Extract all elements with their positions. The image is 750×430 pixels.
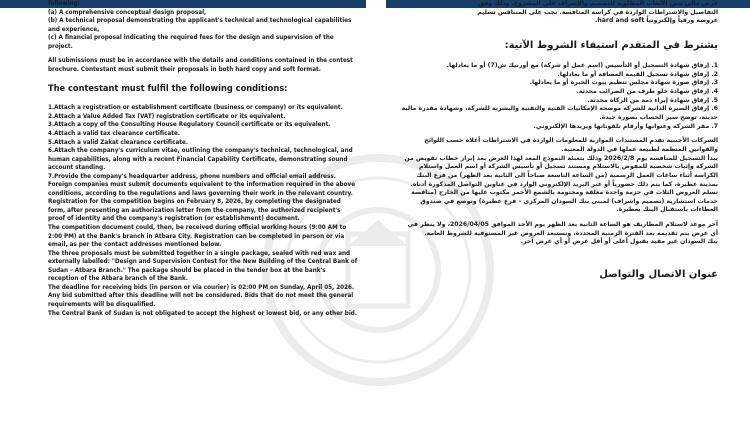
condition-item: 1.Attach a registration or establishment certificate (business or company) or its equivalent. [48,104,343,112]
proposal-item: (c) A financial proposal indicating the required fees for the design and supervision of the project. [48,34,334,50]
arabic-registration-paragraph: يبدأ التسجيل للمنافسة يوم 2026/2/8 وذلك بتعبئة النموذج المعد لهذا الغرض بعد إبراز خطاب تفويض من الشركة وإثبات شخصية للمفوض بالاستلام ومستند تسجيل أو تأسيس الشركة أو اسم العمل واستلام الكراسة أثناء ساعات العمل الرسمية (من الساعة التاسعة صباحاً الى الثانية بعد الظهر) من فرع البنك بمدينة عطبرة، كما يتم ذلك حضورياً أو عبر البريد الإلكتروني الوارد في عناوين التواصل المذكورة أدناه. [404,154,718,188]
arabic-condition-item: 2. إرفاق شهادة تسجيل القيمة المضافة أو ما يعادلها. [557,70,718,78]
document-receipt-paragraph: The competition document could, then, be received during official working hours (9:00 AM to 2:00 PM) at the Bank's branch in Atbara City. Registration can be completed in person or via email, as per the contact addresses mentioned below. [48,224,347,249]
intro-line: following: [48,0,80,7]
disclaimer-paragraph: The Central Bank of Sudan is not obligated to accept the highest or lowest bid, or any other bid. [48,309,358,317]
condition-item: 3.Attach a copy of the Consulting House Regulatory Council certificate or its equivalent. [48,121,331,129]
condition-item: 4.Attach a valid tax clearance certificate. [48,130,180,138]
arabic-condition-item: 6. إرفاق السيرة الذاتية للشركة موضحة الإمكانيات الفنية والتقنية والبشرية للشركة، وشهادة مقدرة مالية حديثة، توضح سير الحساب بصورة جيدة. [401,105,718,121]
arabic-top-line: عروضه ورقياً وإلكترونياً hard and soft. [594,17,718,25]
arabic-condition-item: 7. مقر الشركة وعنوانها وأرقام تلفوناتها وبريدها الإلكتروني. [533,122,718,130]
condition-item: 7.Provide the company's headquarter address, phone numbers and official email address. [48,172,336,180]
contact-heading: عنوان الاتصال والتواصل [599,269,718,281]
arabic-top-line: التفاصيل والاشتراطات الواردة في كراسة المنافسة. يجب على المتنافس تسليم [477,8,718,16]
submission-note: All submissions must be in accordance with the details and conditions contained in the contest brochure. Contestant must submit their proposals in both hard copy and soft format. [48,57,353,73]
condition-item: 5.Attach a valid Zakat clearance certificate. [48,138,189,146]
arabic-top-line: عرض مالي يبين الأتعاب المطلوبة للتصميم والإشراف على المشروع. وذلك وفق [478,0,718,7]
deadline-paragraph: The deadline for receiving bids (in person or via courier) is 02:00 PM on Sunday, April 05, 2026. Any bid submitted after this deadline will not be considered. Bids that do not meet the general requirements will be disqualified. [48,283,355,308]
arabic-deadline-paragraph: آخر موعد لاستلام المطاريف هو الساعة الثانية بعد الظهر يوم الأحد الموافق 2026/04/05، ولا ينظر في أي عرض يتم تقديمه بعد الفترة الزمنية المحددة، وتستبعد العروض غير المستوفية للشروط العامة. [407,221,718,237]
condition-item: 6.Attach the company's curriculum vitae, outlining the company's technical, technological, and human capabilities, along with a recent Financial Capability Certificate, demonstrating sound account standing. [48,147,353,172]
proposal-item: (b) A technical proposal demonstrating the applicant's technical and technological capabilities and experience, [48,17,352,33]
registration-paragraph: Registration for the competition begins on February 8, 2026, by completing the designated form, after presenting an authorization letter from the company, the authorized recipient's proof of identity and the company's registration (or establishment) document. [48,198,341,223]
header-bar-gap [366,0,386,8]
proposal-item: (a) A comprehensive conceptual design proposal, [48,8,207,16]
arabic-condition-item: 3. إرفاق صورة شهادة مجلس تنظيم بيوت الخبرة أو ما يعادلها. [529,79,718,87]
arabic-condition-item: 5. إرفاق شهادة إبراء ذمة من الزكاة محدثة. [587,96,718,104]
arabic-foreign-companies-paragraph: الشركات الأجنبية تقدم المستندات الموازية للمعلومات الواردة في الاشتراطات أعلاه حسب اللوائح والقوانين المنظمة لطبيعة عملها في الدولة المعنية. [424,137,718,153]
arabic-disclaimer-paragraph: بنك السودان غير مقيد بقبول أعلى أو أقل عرض أو أي عرض آخر. [520,238,718,246]
conditions-heading: The contestant must fulfil the following conditions: [48,83,288,95]
foreign-companies-paragraph: Foreign companies must submit documents equivalent to the information required in the above conditions, according to the regulations and laws governing their work in the relevant country. [48,181,356,197]
arabic-condition-item: 1. إرفاق شهادة التسجيل أو التأسيس (اسم عمل أو شركة) مع أورنيك ش(7) أو ما يعادلها. [446,61,718,69]
arabic-condition-item: 4. إرفاق شهادة خلو طرف من الضرائب محدثة. [576,87,718,95]
condition-item: 2.Attach a Value Added Tax (VAT) registration certificate or its equivalent. [48,112,286,120]
arabic-package-paragraph: تسلم العروض الثلاث في حزمة واحدة مغلقة ومختومة بالشمع الأحمر مكتوب عليها من الخارج (منافسة خدمات استشارية (تصميم واشراف) لمبنى بنك السودان المركزي – فرع عطبرة) وتوضع في صندوق العطاءات باستقبال البنك بعطبرة. [411,189,718,214]
arabic-column [400,0,718,430]
english-column [48,0,358,430]
arabic-conditions-heading: يشترط في المتقدم استيفاء الشروط الآتية: [504,39,718,51]
package-submission-paragraph: The three proposals must be submitted together in a single package, sealed with red wax and externally labelled: "Design and Supervision Contest for the New Building of the Central Bank of Sudan – Atbara Branch." The package should be placed in the tender box at the bank's reception of the Atbara branch of the Bank. [48,249,358,283]
